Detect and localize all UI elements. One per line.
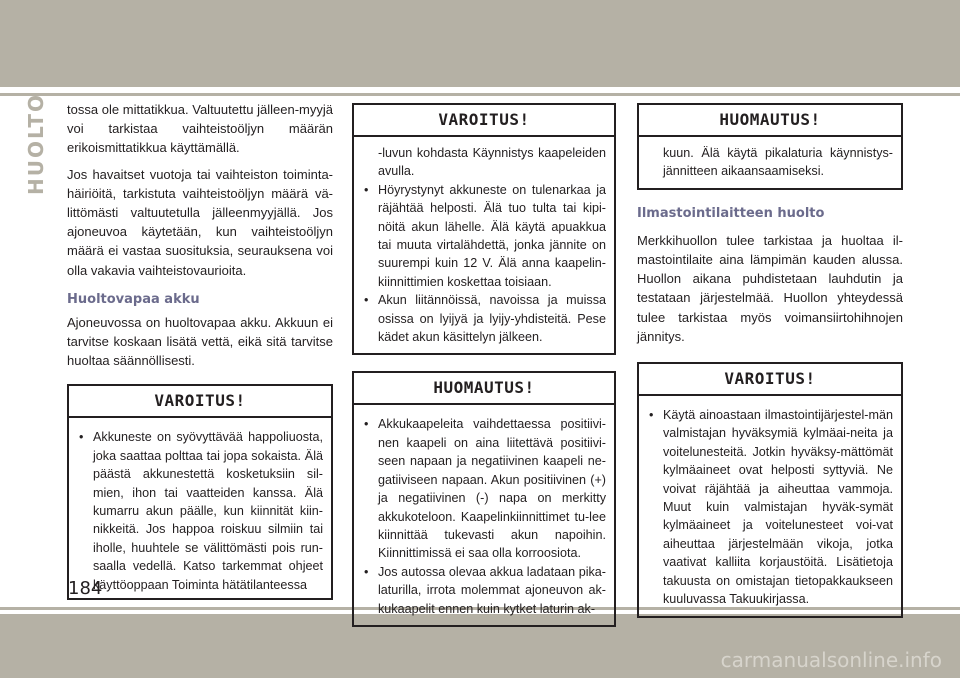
paragraph: Merkkihuollon tulee tarkistaa ja huoltaa il-mastointilaite aina lämpimän kauden alussa. Huollon aikana puhdistetaan lauhdutin ja testataan järjestelmää. Huollon yhteydessä tulee tarkistaa myös voimansiirtohihnojen jännitys. bbox=[637, 232, 903, 344]
notice-box bbox=[352, 371, 616, 626]
section-heading: Huoltovapaa akku bbox=[67, 291, 200, 307]
warning-item: • Akkuneste on syövyttävää happoliuosta, joka saattaa polttaa tai jopa sokaista. Älä päästä akkunestettä kosketuksiin sil-mien, ihon tai vaatteiden kanssa. Älä kumarru akun päälle, kun kiinnität kiin-nikkeitä. Jos happoa roiskuu silmiin tai iholle, huuhtele se välittömästi pois run-saalla vedellä. Katso tarkemmat ohjeet käyttöoppaan Toiminta hätätilanteessa bbox=[77, 428, 323, 594]
warning-title: VAROITUS! bbox=[354, 105, 614, 137]
notice-item: • Jos autossa olevaa akkua ladataan pika-laturilla, irrota molemmat ajoneuvon ak-kukaapelit ennen kuin kytket laturin ak- bbox=[362, 563, 606, 618]
column-1 bbox=[67, 100, 333, 600]
notice-item: • Akkukaapeleita vaihdettaessa positiivi-nen kaapeli on aina liitettävä positiivi-seen napaan ja negatiivinen kaapeli ne-gatiiviseen napaan. Akun positiivinen (+) ja negatiivinen (-) napa on merkitty akkukoteloon. Kaapelinkiinnittimet tu-lee kiinnittää tukevasti akun napoihin. Kiinnittimissä ei saa olla korroosiota. bbox=[362, 415, 606, 562]
section-tab bbox=[24, 92, 48, 196]
warning-box bbox=[637, 362, 903, 617]
column-2 bbox=[352, 103, 616, 627]
watermark: carmanualsonline.info bbox=[720, 648, 942, 672]
warning-item: • Käytä ainoastaan ilmastointijärjestel-män valmistajan hyväksymiä kylmäai-neita ja voitelunesteitä. Jotkin hyväksy-mättömät kylmäaineet ovat helposti syttyviä. Ne voivat räjähtää ja aiheuttaa vammoja. Muut kuin valmistajan hyväk-symät kylmäaineet ja voitelunesteet voi-vat aiheuttaa järjestelmään vikoja, jotka vaativat kalliita korjaustöitä. Lisätietoja takuusta on omistajan tietopakkaukseen kuuluvassa Takuukirjassa. bbox=[647, 406, 893, 608]
header-rule bbox=[0, 93, 960, 96]
section-heading: Ilmastointilaitteen huolto bbox=[637, 205, 825, 221]
page-number: 184 bbox=[68, 578, 103, 599]
notice-continuation: kuun. Älä käytä pikalaturia käynnistys-jännitteen aikaansaamiseksi. bbox=[663, 146, 893, 179]
warning-box bbox=[67, 384, 333, 600]
notice-title: HUOMAUTUS! bbox=[354, 373, 614, 405]
paragraph: tossa ole mittatikkua. Valtuutettu jälleen-myyjä voi tarkistaa vaihteistoöljyn määrän erikoismittatikkua käyttämällä. bbox=[67, 102, 333, 156]
section-tab-label: HUOLTO bbox=[24, 92, 48, 196]
paragraph: Jos havaitset vuotoja tai vaihteiston toiminta-häiriöitä, tarkistuta vaihteistoöljyn määrä vä-littömästi valtuutetulla jälleenmyyjällä. Jos ajoneuvoa käytetään, kun vaihteistoöljyn määrä ei vastaa suosituksia, seurauksena voi olla vakavia vaihteistovaurioita. bbox=[67, 166, 333, 278]
column-3 bbox=[637, 103, 903, 618]
header-band bbox=[0, 0, 960, 87]
warning-box bbox=[352, 103, 616, 355]
warning-title: VAROITUS! bbox=[69, 386, 331, 418]
notice-title: HUOMAUTUS! bbox=[639, 105, 901, 137]
warning-item: • Höyrystynyt akkuneste on tulenarkaa ja räjähtää helposti. Älä tuo tulta tai kipi-nöitä akun lähelle. Älä käytä apuakkua tai muuta virtalähdettä, jonka jännite on suurempi kuin 12 V. Älä anna kaapelin-kiinnittimien koskettaa toisiaan. bbox=[362, 181, 606, 291]
paragraph: Ajoneuvossa on huoltovapaa akku. Akkuun ei tarvitse koskaan lisätä vettä, eikä sitä tarvitse huoltaa säännöllisesti. bbox=[67, 314, 333, 369]
warning-title: VAROITUS! bbox=[639, 364, 901, 396]
notice-box bbox=[637, 103, 903, 190]
warning-item: • Akun liitännöissä, navoissa ja muissa osissa on lyijyä ja lyijy-yhdisteitä. Pese kädet akun käsittelyn jälkeen. bbox=[362, 291, 606, 346]
warning-continuation: -luvun kohdasta Käynnistys kaapeleiden avulla. bbox=[378, 146, 606, 179]
